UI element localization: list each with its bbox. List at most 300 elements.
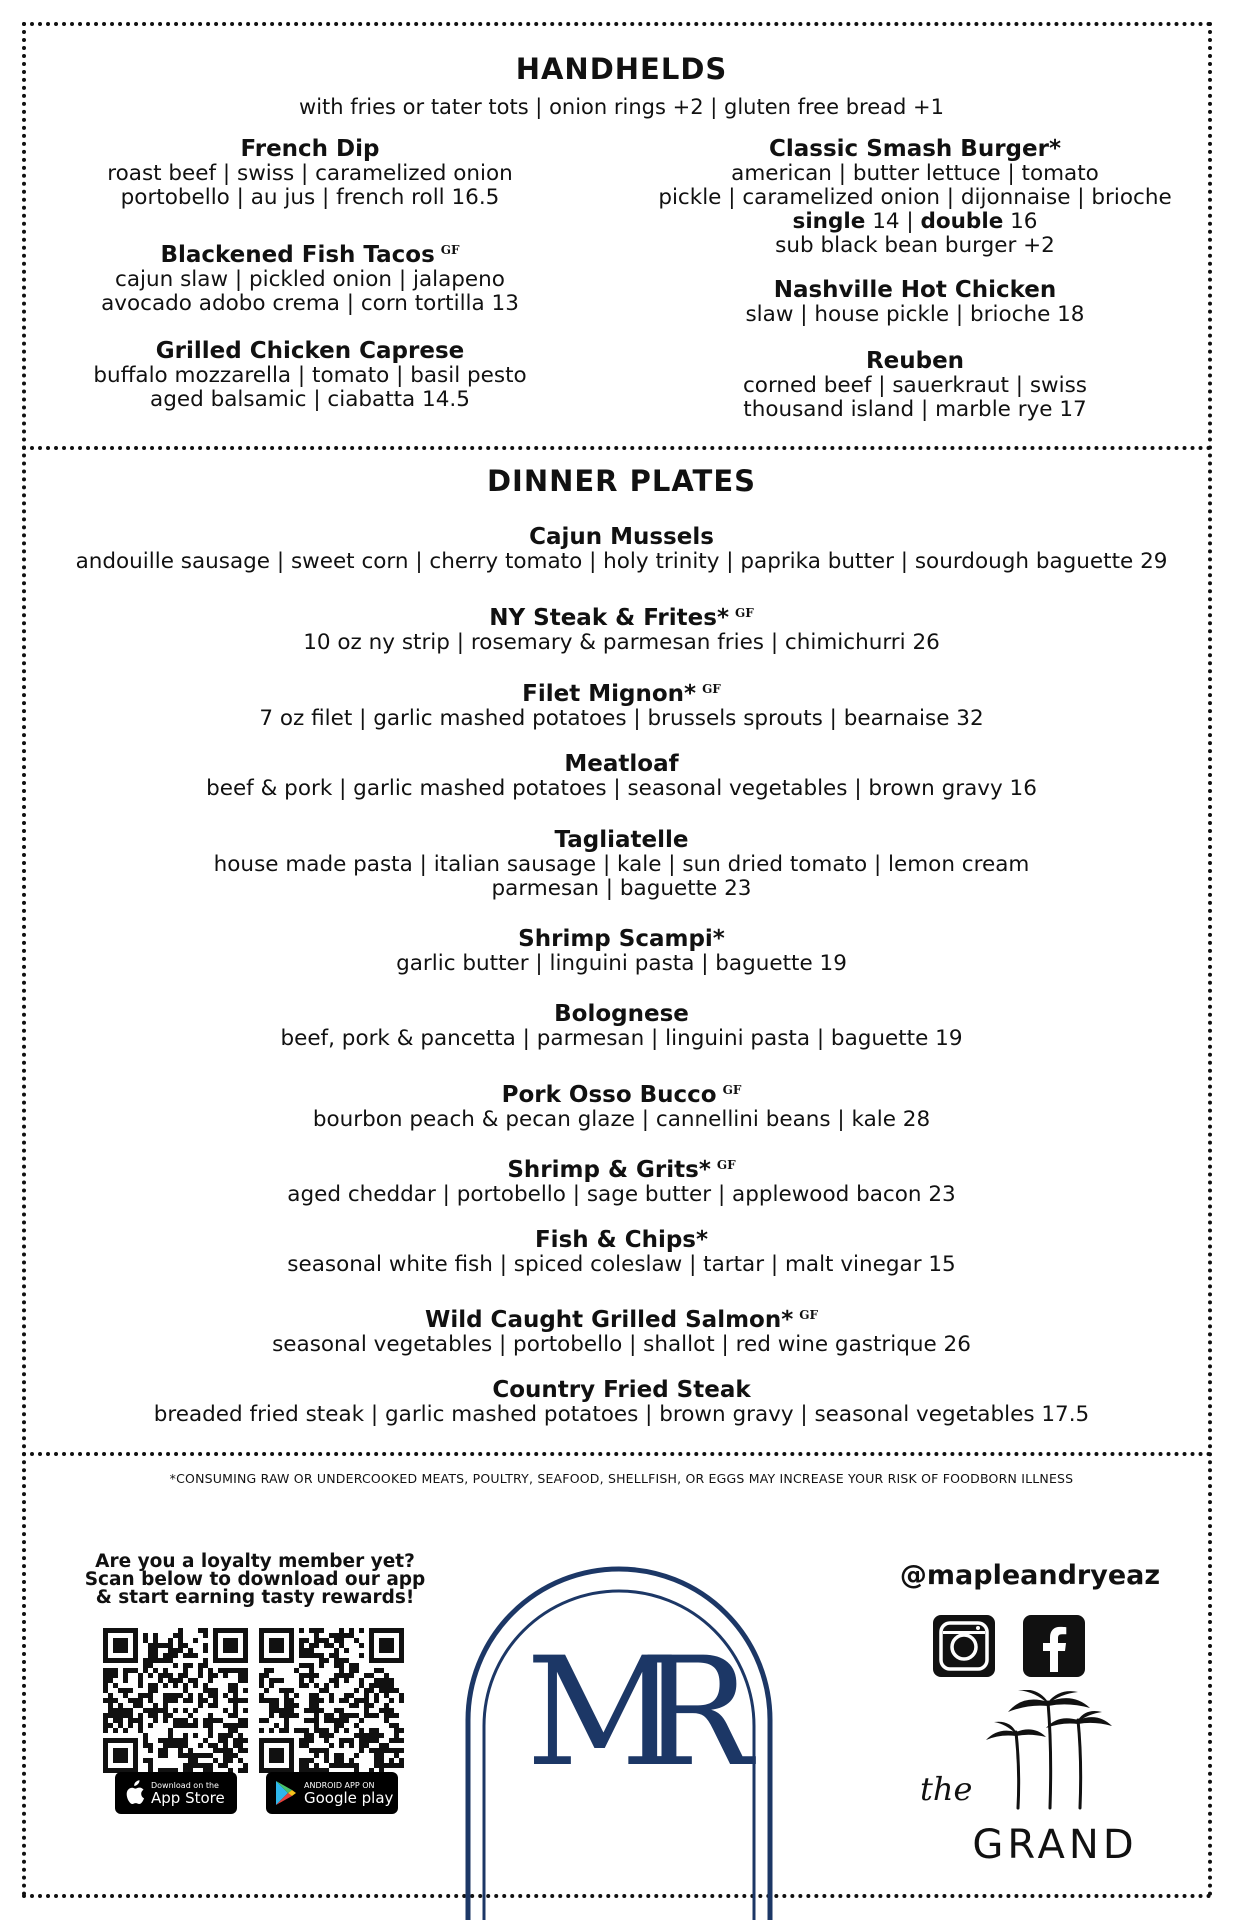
qr-module	[183, 1733, 188, 1738]
qr-module	[203, 1738, 208, 1743]
qr-module	[269, 1713, 274, 1718]
qr-module	[349, 1743, 354, 1748]
qr-module	[193, 1638, 198, 1643]
qr-module	[223, 1748, 228, 1753]
qr-module	[324, 1728, 329, 1733]
qr-module	[233, 1743, 238, 1748]
google-play-button[interactable]	[266, 1772, 398, 1814]
qr-module	[143, 1633, 148, 1638]
qr-module	[394, 1753, 399, 1758]
qr-module	[289, 1703, 294, 1708]
qr-module	[153, 1688, 158, 1693]
qr-module	[223, 1708, 228, 1713]
qr-module	[128, 1718, 133, 1723]
qr-module	[334, 1673, 339, 1678]
qr-module	[334, 1678, 339, 1683]
qr-module	[178, 1633, 183, 1638]
qr-module	[208, 1723, 213, 1728]
qr-module	[158, 1643, 163, 1648]
qr-module	[103, 1683, 108, 1688]
qr-module	[203, 1633, 208, 1638]
qr-module	[309, 1678, 314, 1683]
qr-module	[113, 1698, 118, 1703]
qr-module	[354, 1668, 359, 1673]
qr-module	[374, 1738, 379, 1743]
qr-module	[118, 1723, 123, 1728]
qr-module	[324, 1638, 329, 1643]
qr-module	[319, 1653, 324, 1658]
size-price: 16	[1010, 209, 1038, 234]
qr-module	[284, 1728, 289, 1733]
qr-module	[339, 1643, 344, 1648]
qr-module	[299, 1648, 304, 1653]
qr-module	[334, 1638, 339, 1643]
qr-module	[138, 1673, 143, 1678]
qr-module	[339, 1663, 344, 1668]
qr-module	[329, 1678, 334, 1683]
qr-module	[304, 1728, 309, 1733]
qr-module	[269, 1683, 274, 1688]
item-name: French Dip	[240, 136, 380, 162]
qr-module	[269, 1728, 274, 1733]
qr-module	[399, 1758, 404, 1763]
qr-module	[148, 1673, 153, 1678]
qr-module	[108, 1708, 113, 1713]
qr-module	[203, 1643, 208, 1648]
qr-module	[334, 1758, 339, 1763]
qr-module	[384, 1763, 389, 1768]
qr-module	[324, 1758, 329, 1763]
qr-module	[243, 1698, 248, 1703]
qr-module	[158, 1748, 163, 1753]
qr-module	[389, 1763, 394, 1768]
qr-module	[309, 1698, 314, 1703]
qr-module	[178, 1743, 183, 1748]
qr-module	[354, 1763, 359, 1768]
qr-module	[213, 1693, 218, 1698]
qr-module	[374, 1748, 379, 1753]
qr-module	[228, 1728, 233, 1733]
qr-module	[178, 1753, 183, 1758]
qr-module	[379, 1678, 384, 1683]
qr-module	[319, 1658, 324, 1663]
qr-module	[163, 1653, 168, 1658]
qr-module	[153, 1648, 158, 1653]
qr-module	[113, 1668, 118, 1673]
qr-module	[138, 1703, 143, 1708]
qr-module	[218, 1733, 223, 1738]
qr-module	[279, 1678, 284, 1683]
qr-module	[148, 1743, 153, 1748]
qr-module	[108, 1713, 113, 1718]
qr-module	[148, 1713, 153, 1718]
app-store-button[interactable]	[115, 1772, 237, 1814]
qr-module	[299, 1663, 304, 1668]
qr-module	[329, 1633, 334, 1638]
qr-module	[339, 1763, 344, 1768]
qr-module	[299, 1628, 304, 1633]
qr-module	[369, 1728, 374, 1733]
qr-module	[153, 1668, 158, 1673]
qr-module	[153, 1653, 158, 1658]
qr-module	[399, 1738, 404, 1743]
qr-module	[148, 1653, 153, 1658]
qr-module	[148, 1648, 153, 1653]
qr-module	[153, 1683, 158, 1688]
qr-module	[304, 1708, 309, 1713]
qr-module	[344, 1718, 349, 1723]
item-desc: beef, pork & pancetta | parmesan | linguini pasta | baguette 19	[280, 1026, 963, 1051]
qr-module	[329, 1713, 334, 1718]
qr-module	[314, 1643, 319, 1648]
disclaimer: *CONSUMING RAW OR UNDERCOOKED MEATS, POULTRY, SEAFOOD, SHELLFISH, OR EGGS MAY INCREASE YOUR RISK OF FOODBORN ILLNESS	[169, 1471, 1074, 1486]
qr-module	[163, 1703, 168, 1708]
menu-item	[60, 338, 560, 412]
item-name: Fish & Chips*	[534, 1227, 709, 1253]
qr-module	[238, 1738, 243, 1743]
qr-module	[354, 1713, 359, 1718]
item-desc: seasonal white fish | spiced coleslaw | tartar | malt vinegar 15	[287, 1252, 956, 1277]
qr-module	[389, 1708, 394, 1713]
qr-module	[103, 1698, 108, 1703]
qr-module	[344, 1713, 349, 1718]
qr-module	[309, 1703, 314, 1708]
qr-finder	[269, 1748, 284, 1763]
qr-module	[198, 1743, 203, 1748]
qr-module	[344, 1738, 349, 1743]
qr-module	[208, 1753, 213, 1758]
qr-module	[203, 1763, 208, 1768]
qr-module	[228, 1683, 233, 1688]
qr-module	[324, 1688, 329, 1693]
qr-module	[223, 1738, 228, 1743]
qr-module	[314, 1693, 319, 1698]
qr-module	[153, 1658, 158, 1663]
qr-module	[128, 1713, 133, 1718]
qr-module	[299, 1678, 304, 1683]
qr-module	[178, 1643, 183, 1648]
qr-module	[274, 1723, 279, 1728]
qr-module	[369, 1683, 374, 1688]
qr-module	[339, 1738, 344, 1743]
qr-module	[193, 1763, 198, 1768]
qr-module	[394, 1728, 399, 1733]
qr-module	[173, 1718, 178, 1723]
qr-module	[384, 1693, 389, 1698]
menu-item	[30, 524, 1213, 574]
qr-module	[203, 1648, 208, 1653]
qr-module	[359, 1738, 364, 1743]
qr-module	[148, 1698, 153, 1703]
handhelds-subtitle: with fries or tater tots | onion rings +2 | gluten free bread +1	[299, 95, 944, 119]
qr-module	[324, 1748, 329, 1753]
qr-module	[228, 1748, 233, 1753]
item-desc: garlic butter | linguini pasta | baguette 19	[396, 951, 847, 976]
qr-module	[304, 1733, 309, 1738]
qr-module	[364, 1708, 369, 1713]
qr-module	[384, 1673, 389, 1678]
qr-module	[228, 1698, 233, 1703]
qr-module	[359, 1698, 364, 1703]
menu-item	[30, 1001, 1213, 1051]
menu-item	[30, 926, 1213, 976]
qr-module	[123, 1708, 128, 1713]
instagram-icon[interactable]	[932, 1614, 996, 1678]
qr-module	[243, 1673, 248, 1678]
google-play-qr-code[interactable]	[259, 1628, 404, 1773]
qr-module	[399, 1763, 404, 1768]
qr-module	[374, 1713, 379, 1718]
qr-module	[158, 1678, 163, 1683]
qr-module	[208, 1703, 213, 1708]
qr-module	[314, 1628, 319, 1633]
qr-module	[198, 1663, 203, 1668]
qr-module	[309, 1733, 314, 1738]
qr-module	[314, 1728, 319, 1733]
qr-module	[243, 1748, 248, 1753]
qr-module	[339, 1633, 344, 1638]
qr-module	[128, 1688, 133, 1693]
qr-module	[269, 1668, 274, 1673]
qr-module	[384, 1718, 389, 1723]
qr-module	[228, 1668, 233, 1673]
qr-module	[339, 1658, 344, 1663]
qr-module	[284, 1708, 289, 1713]
qr-module	[223, 1743, 228, 1748]
qr-module	[374, 1753, 379, 1758]
qr-finder	[113, 1748, 128, 1763]
qr-module	[173, 1633, 178, 1638]
qr-module	[138, 1723, 143, 1728]
qr-module	[379, 1683, 384, 1688]
qr-module	[354, 1688, 359, 1693]
qr-module	[304, 1648, 309, 1653]
qr-module	[294, 1693, 299, 1698]
qr-module	[284, 1688, 289, 1693]
qr-module	[319, 1748, 324, 1753]
item-desc: aged cheddar | portobello | sage butter | applewood bacon 23	[287, 1182, 956, 1207]
social-handle[interactable]: @mapleandryeaz	[899, 1560, 1161, 1591]
qr-module	[359, 1728, 364, 1733]
qr-module	[359, 1718, 364, 1723]
qr-module	[339, 1723, 344, 1728]
item-desc: beef & pork | garlic mashed potatoes | seasonal vegetables | brown gravy 16	[206, 776, 1037, 801]
qr-module	[163, 1658, 168, 1663]
qr-module	[203, 1688, 208, 1693]
qr-module	[138, 1683, 143, 1688]
qr-module	[269, 1703, 274, 1708]
qr-module	[374, 1763, 379, 1768]
qr-module	[218, 1763, 223, 1768]
qr-module	[394, 1738, 399, 1743]
qr-module	[314, 1703, 319, 1708]
qr-module	[193, 1733, 198, 1738]
qr-module	[329, 1718, 334, 1723]
qr-module	[168, 1658, 173, 1663]
qr-finder	[379, 1638, 394, 1653]
qr-module	[299, 1743, 304, 1748]
qr-module	[143, 1663, 148, 1668]
qr-module	[138, 1698, 143, 1703]
qr-module	[238, 1668, 243, 1673]
qr-module	[183, 1708, 188, 1713]
menu-item	[30, 1302, 1213, 1357]
qr-module	[344, 1698, 349, 1703]
qr-module	[344, 1648, 349, 1653]
qr-module	[299, 1738, 304, 1743]
qr-module	[294, 1668, 299, 1673]
qr-module	[168, 1738, 173, 1743]
qr-module	[183, 1763, 188, 1768]
qr-module	[188, 1653, 193, 1658]
qr-module	[153, 1633, 158, 1638]
qr-module	[284, 1723, 289, 1728]
qr-module	[389, 1758, 394, 1763]
qr-module	[269, 1708, 274, 1713]
qr-module	[284, 1718, 289, 1723]
qr-module	[143, 1668, 148, 1673]
qr-module	[203, 1698, 208, 1703]
gluten-free-badge: GF	[799, 1308, 819, 1322]
qr-module	[299, 1643, 304, 1648]
qr-module	[319, 1708, 324, 1713]
qr-module	[183, 1673, 188, 1678]
app-store-qr-code[interactable]	[103, 1628, 248, 1773]
item-name: NY Steak & Frites*	[489, 605, 729, 631]
qr-module	[334, 1708, 339, 1713]
qr-module	[158, 1753, 163, 1758]
qr-module	[289, 1713, 294, 1718]
qr-module	[284, 1713, 289, 1718]
qr-module	[319, 1628, 324, 1633]
qr-module	[223, 1693, 228, 1698]
gluten-free-badge: GF	[722, 1083, 742, 1097]
loyalty-line: Scan below to download our app	[84, 1569, 426, 1590]
qr-module	[213, 1718, 218, 1723]
qr-module	[143, 1708, 148, 1713]
qr-module	[364, 1703, 369, 1708]
qr-module	[133, 1668, 138, 1673]
loyalty-line: & start earning tasty rewards!	[95, 1587, 415, 1608]
qr-module	[384, 1688, 389, 1693]
qr-module	[384, 1708, 389, 1713]
qr-module	[344, 1633, 349, 1638]
qr-module	[123, 1728, 128, 1733]
qr-module	[223, 1753, 228, 1758]
qr-module	[198, 1673, 203, 1678]
qr-module	[133, 1703, 138, 1708]
qr-module	[389, 1698, 394, 1703]
menu-item	[30, 676, 1213, 731]
qr-module	[394, 1723, 399, 1728]
facebook-icon[interactable]	[1022, 1614, 1086, 1678]
apple-icon	[123, 1780, 145, 1806]
grand-wordmark: GRAND	[972, 1822, 1138, 1868]
qr-module	[183, 1753, 188, 1758]
qr-module	[138, 1678, 143, 1683]
qr-module	[389, 1683, 394, 1688]
qr-module	[399, 1748, 404, 1753]
qr-module	[374, 1728, 379, 1733]
qr-module	[324, 1733, 329, 1738]
item-desc: avocado adobo crema | corn tortilla 13	[101, 291, 519, 316]
qr-module	[163, 1708, 168, 1713]
qr-module	[168, 1698, 173, 1703]
qr-module	[223, 1723, 228, 1728]
section-divider	[22, 1452, 1212, 1456]
qr-module	[208, 1743, 213, 1748]
qr-module	[394, 1763, 399, 1768]
qr-module	[168, 1693, 173, 1698]
qr-module	[113, 1673, 118, 1678]
menu-item	[60, 136, 560, 210]
gluten-free-badge: GF	[734, 606, 754, 620]
qr-module	[203, 1663, 208, 1668]
qr-module	[183, 1663, 188, 1668]
qr-module	[304, 1743, 309, 1748]
qr-module	[364, 1698, 369, 1703]
size-price: 14	[872, 209, 900, 234]
qr-module	[113, 1718, 118, 1723]
qr-module	[309, 1648, 314, 1653]
qr-module	[148, 1643, 153, 1648]
qr-module	[188, 1713, 193, 1718]
item-desc: portobello | au jus | french roll 16.5	[120, 185, 500, 210]
qr-module	[223, 1733, 228, 1738]
qr-module	[118, 1708, 123, 1713]
qr-module	[384, 1713, 389, 1718]
qr-module	[173, 1678, 178, 1683]
qr-module	[259, 1718, 264, 1723]
qr-module	[359, 1748, 364, 1753]
qr-module	[173, 1683, 178, 1688]
qr-module	[314, 1748, 319, 1753]
qr-module	[309, 1708, 314, 1713]
qr-module	[274, 1678, 279, 1683]
qr-module	[309, 1653, 314, 1658]
qr-module	[299, 1728, 304, 1733]
qr-module	[193, 1653, 198, 1658]
qr-module	[379, 1668, 384, 1673]
qr-module	[143, 1743, 148, 1748]
qr-module	[339, 1718, 344, 1723]
qr-module	[158, 1708, 163, 1713]
qr-module	[319, 1688, 324, 1693]
qr-module	[188, 1758, 193, 1763]
qr-module	[314, 1763, 319, 1768]
qr-module	[228, 1753, 233, 1758]
qr-module	[389, 1723, 394, 1728]
qr-module	[218, 1748, 223, 1753]
qr-module	[269, 1698, 274, 1703]
item-desc: aged balsamic | ciabatta 14.5	[150, 387, 470, 412]
qr-module	[389, 1713, 394, 1718]
qr-module	[173, 1663, 178, 1668]
qr-module	[379, 1753, 384, 1758]
qr-module	[188, 1648, 193, 1653]
qr-module	[389, 1678, 394, 1683]
qr-finder	[113, 1638, 128, 1653]
qr-module	[163, 1693, 168, 1698]
qr-module	[279, 1713, 284, 1718]
qr-module	[178, 1678, 183, 1683]
qr-module	[359, 1628, 364, 1633]
qr-module	[329, 1693, 334, 1698]
qr-module	[279, 1728, 284, 1733]
qr-module	[198, 1628, 203, 1633]
qr-module	[198, 1703, 203, 1708]
menu-item	[30, 1077, 1213, 1132]
